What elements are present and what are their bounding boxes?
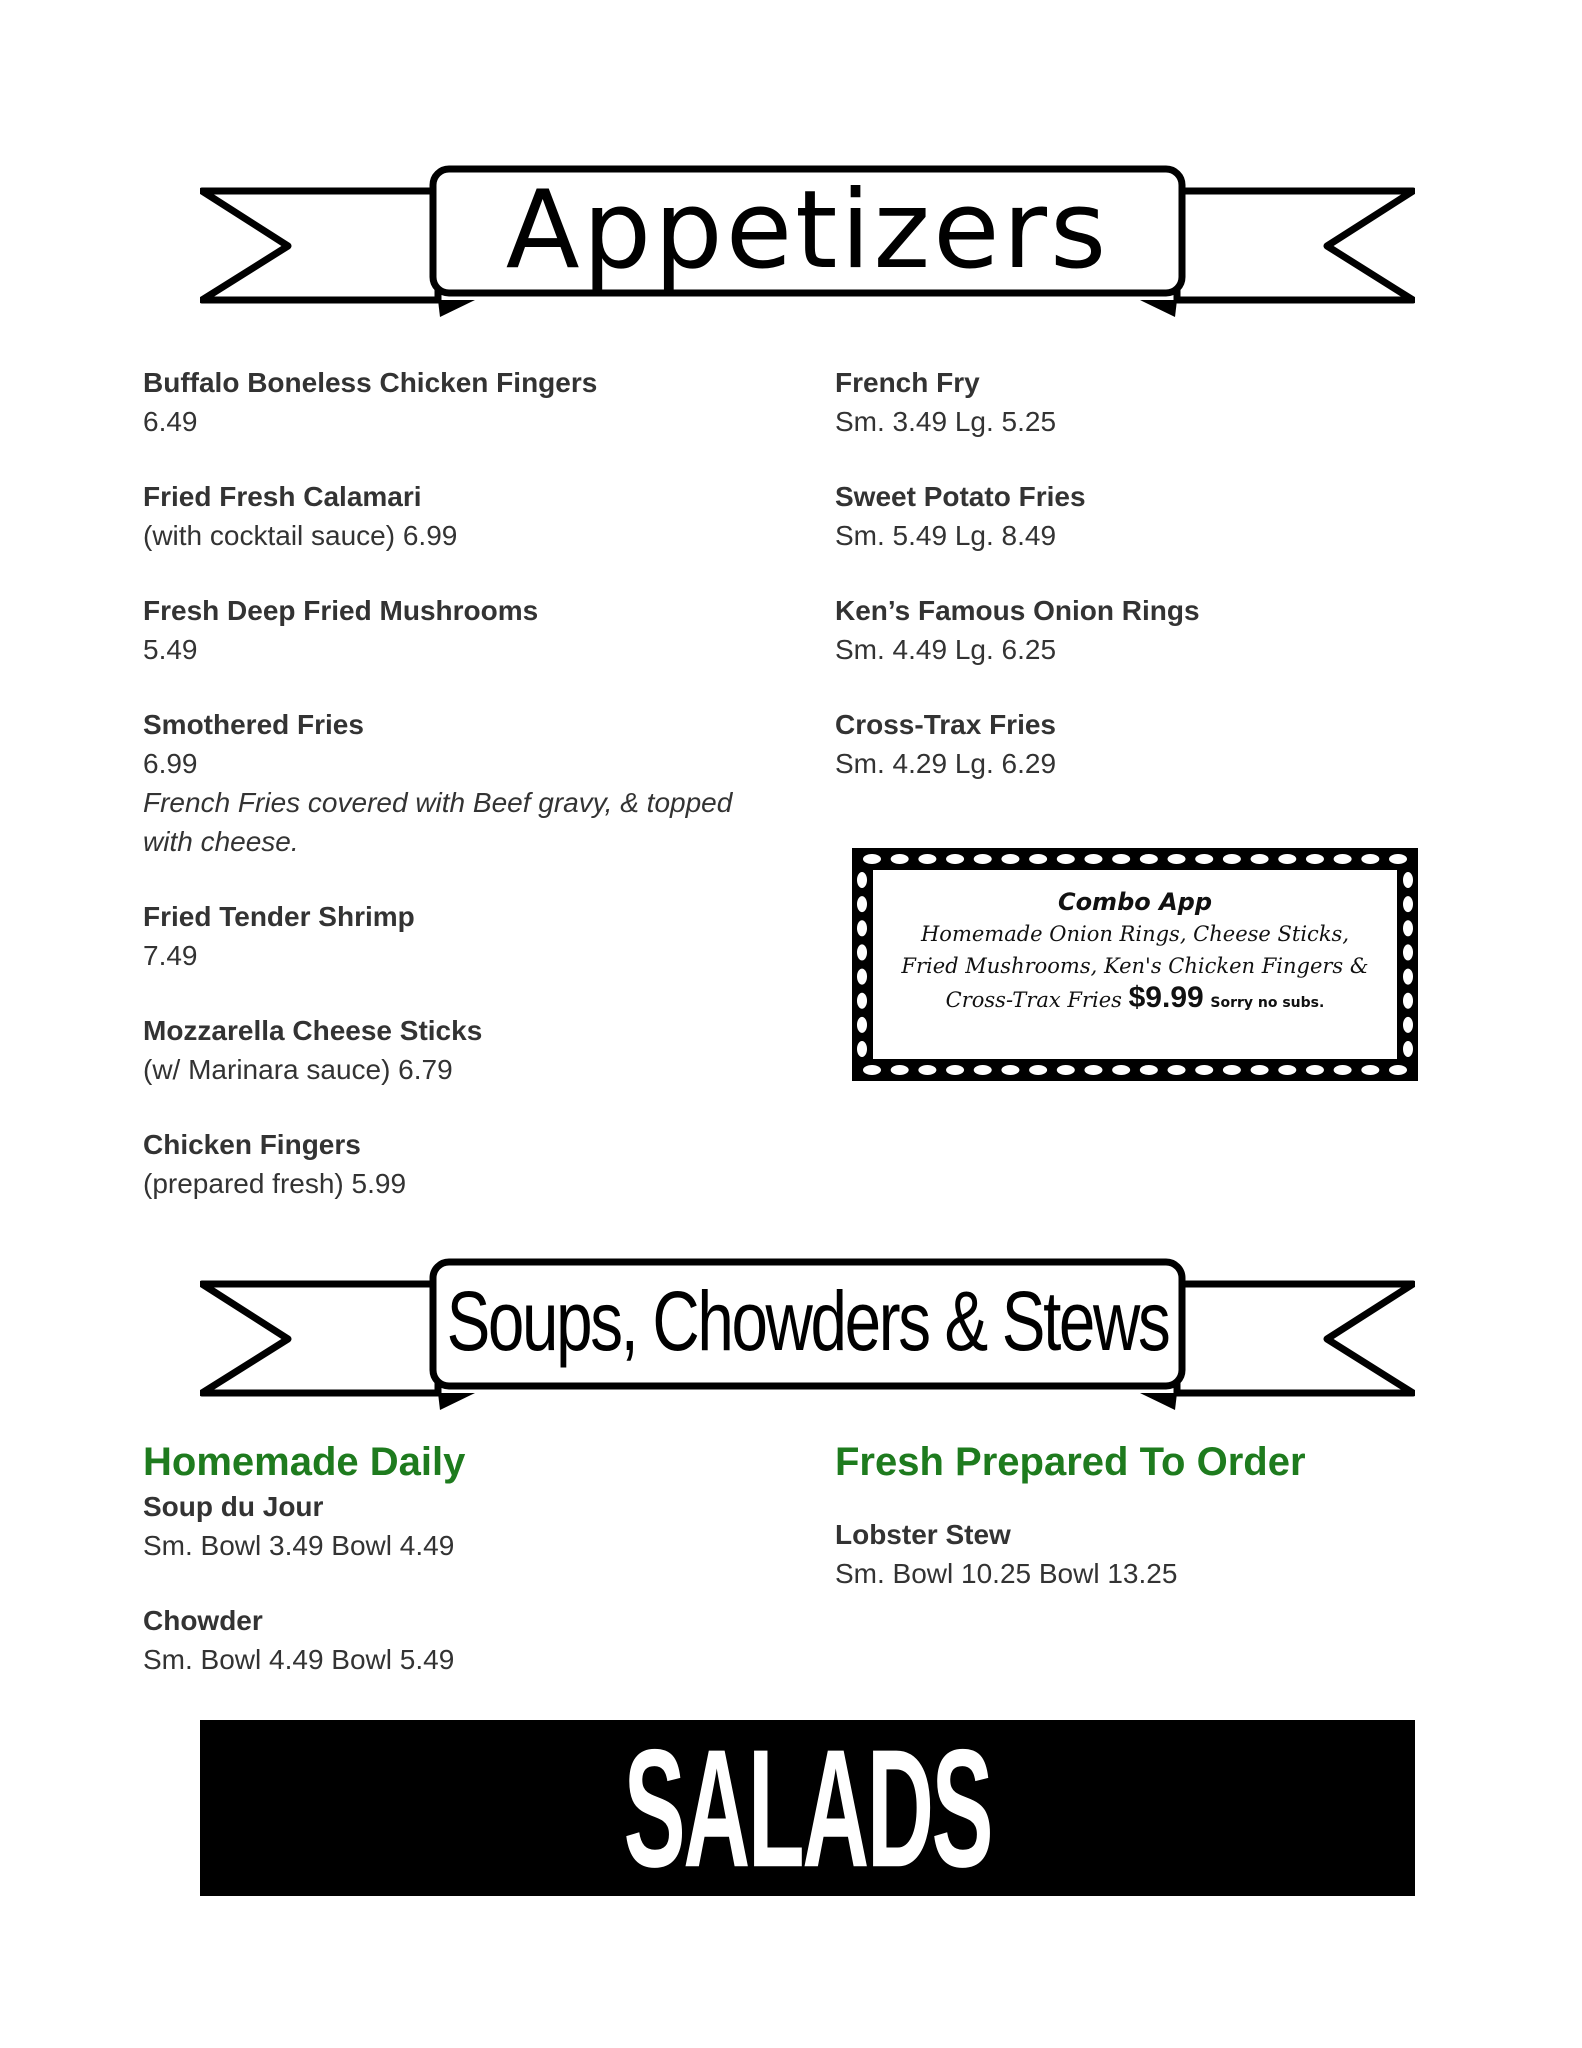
- item-price: Sm. 4.49 Lg. 6.25: [835, 634, 1057, 665]
- border-dot: [1389, 854, 1407, 864]
- item-price: 6.49: [143, 406, 198, 437]
- border-dot: [1403, 896, 1413, 912]
- border-dot: [1001, 854, 1019, 864]
- combo-app-content: [873, 870, 1397, 1059]
- item-name: Fresh Deep Fried Mushrooms: [143, 595, 539, 626]
- item-price: Sm. Bowl 3.49 Bowl 4.49: [143, 1530, 455, 1561]
- border-dot: [857, 896, 867, 912]
- appetizers-left-column: [143, 363, 743, 1239]
- border-dot: [857, 944, 867, 960]
- item-name: Chowder: [143, 1605, 263, 1636]
- menu-item: [835, 1515, 1435, 1593]
- border-dot: [1403, 944, 1413, 960]
- border-dot: [1361, 854, 1379, 864]
- fresh-prepared-heading: Fresh Prepared To Order: [835, 1440, 1306, 1484]
- border-dot: [1223, 854, 1241, 864]
- combo-line: Fried Mushrooms, Ken's Chicken Fingers &: [901, 954, 1369, 978]
- homemade-daily-heading: Homemade Daily: [143, 1440, 466, 1484]
- border-dot: [1029, 1065, 1047, 1075]
- border-dot: [891, 1065, 909, 1075]
- border-dot: [1140, 854, 1158, 864]
- border-dot: [1223, 1065, 1241, 1075]
- border-dot: [857, 969, 867, 985]
- soups-title: Soups, Chowders & Stews: [446, 1274, 1169, 1368]
- border-dot: [1112, 1065, 1130, 1075]
- item-name: French Fry: [835, 367, 980, 398]
- border-dot: [1168, 1065, 1186, 1075]
- combo-line: Homemade Onion Rings, Cheese Sticks,: [920, 922, 1349, 946]
- appetizers-banner: [200, 162, 1415, 324]
- menu-item: [835, 363, 1435, 441]
- menu-item: [143, 363, 743, 441]
- item-price: Sm. 5.49 Lg. 8.49: [835, 520, 1057, 551]
- border-dot: [1195, 854, 1213, 864]
- combo-line: [873, 982, 1397, 1019]
- menu-item: [835, 705, 1435, 783]
- item-name: Chicken Fingers: [143, 1129, 361, 1160]
- border-dot: [863, 1065, 881, 1075]
- item-description: French Fries covered with Beef gravy, & topped with cheese.: [143, 787, 733, 857]
- border-dot: [857, 920, 867, 936]
- item-price: Sm. Bowl 4.49 Bowl 5.49: [143, 1644, 455, 1675]
- item-price: 7.49: [143, 940, 198, 971]
- border-dot: [946, 1065, 964, 1075]
- border-dot: [918, 1065, 936, 1075]
- border-dot: [1403, 969, 1413, 985]
- border-dot: [1084, 854, 1102, 864]
- menu-item: [143, 1011, 743, 1089]
- border-dot: [857, 993, 867, 1009]
- menu-item: [143, 1487, 743, 1565]
- border-dot: [863, 854, 881, 864]
- border-dot: [974, 854, 992, 864]
- border-dot: [974, 1065, 992, 1075]
- border-dot: [1306, 854, 1324, 864]
- item-name: Soup du Jour: [143, 1491, 324, 1522]
- border-dot: [1403, 872, 1413, 888]
- border-dot: [1403, 1041, 1413, 1057]
- menu-item: [835, 591, 1435, 669]
- border-dot: [1057, 1065, 1075, 1075]
- item-price: (w/ Marinara sauce) 6.79: [143, 1054, 453, 1085]
- item-price: 6.99: [143, 748, 198, 779]
- combo-note: Sorry no subs.: [1210, 995, 1325, 1011]
- border-dot: [918, 854, 936, 864]
- border-dot: [1334, 854, 1352, 864]
- item-price: (with cocktail sauce) 6.99: [143, 520, 458, 551]
- border-dot: [1029, 854, 1047, 864]
- border-dot: [857, 1041, 867, 1057]
- item-price: Sm. 3.49 Lg. 5.25: [835, 406, 1057, 437]
- item-name: Buffalo Boneless Chicken Fingers: [143, 367, 598, 398]
- salads-title: SALADS: [623, 1720, 992, 1896]
- border-dot: [1403, 1017, 1413, 1033]
- border-dot: [1195, 1065, 1213, 1075]
- combo-app-box: [852, 848, 1418, 1081]
- menu-item: [143, 1125, 743, 1203]
- border-dot: [1403, 993, 1413, 1009]
- border-dot: [1084, 1065, 1102, 1075]
- border-dot: [1306, 1065, 1324, 1075]
- border-dot: [1389, 1065, 1407, 1075]
- appetizers-right-column: [835, 363, 1435, 819]
- border-dot: [1278, 854, 1296, 864]
- soups-right-column: [835, 1437, 1435, 1629]
- combo-title: Combo App: [1057, 888, 1213, 916]
- combo-price: $9.99: [1128, 981, 1204, 1014]
- border-dot: [1140, 1065, 1158, 1075]
- item-name: Mozzarella Cheese Sticks: [143, 1015, 483, 1046]
- item-name: Fried Tender Shrimp: [143, 901, 415, 932]
- item-price: 5.49: [143, 634, 198, 665]
- item-price: Sm. 4.29 Lg. 6.29: [835, 748, 1057, 779]
- item-name: Fried Fresh Calamari: [143, 481, 422, 512]
- appetizers-title: Appetizers: [505, 168, 1110, 293]
- menu-item: [835, 477, 1435, 555]
- item-price: (prepared fresh) 5.99: [143, 1168, 407, 1199]
- item-price: Sm. Bowl 10.25 Bowl 13.25: [835, 1558, 1178, 1589]
- border-dot: [1057, 854, 1075, 864]
- menu-item: [143, 897, 743, 975]
- border-dot: [857, 1017, 867, 1033]
- item-name: Sweet Potato Fries: [835, 481, 1086, 512]
- menu-item: [143, 1601, 743, 1679]
- border-dot: [946, 854, 964, 864]
- border-dot: [1251, 1065, 1269, 1075]
- soups-left-column: [143, 1437, 743, 1715]
- combo-line-text: Cross-Trax Fries: [945, 988, 1122, 1012]
- border-dot: [1403, 920, 1413, 936]
- border-dot: [891, 854, 909, 864]
- menu-item: [143, 591, 743, 669]
- border-dot: [1112, 854, 1130, 864]
- border-dot: [1278, 1065, 1296, 1075]
- menu-item: [143, 705, 743, 861]
- item-name: Ken’s Famous Onion Rings: [835, 595, 1200, 626]
- border-dot: [1001, 1065, 1019, 1075]
- menu-item: [143, 477, 743, 555]
- item-name: Smothered Fries: [143, 709, 364, 740]
- border-dot: [1334, 1065, 1352, 1075]
- soups-banner: [200, 1255, 1415, 1417]
- border-dot: [857, 872, 867, 888]
- border-dot: [1251, 854, 1269, 864]
- item-name: Lobster Stew: [835, 1519, 1011, 1550]
- border-dot: [1361, 1065, 1379, 1075]
- item-name: Cross-Trax Fries: [835, 709, 1056, 740]
- salads-banner: [200, 1720, 1415, 1896]
- border-dot: [1168, 854, 1186, 864]
